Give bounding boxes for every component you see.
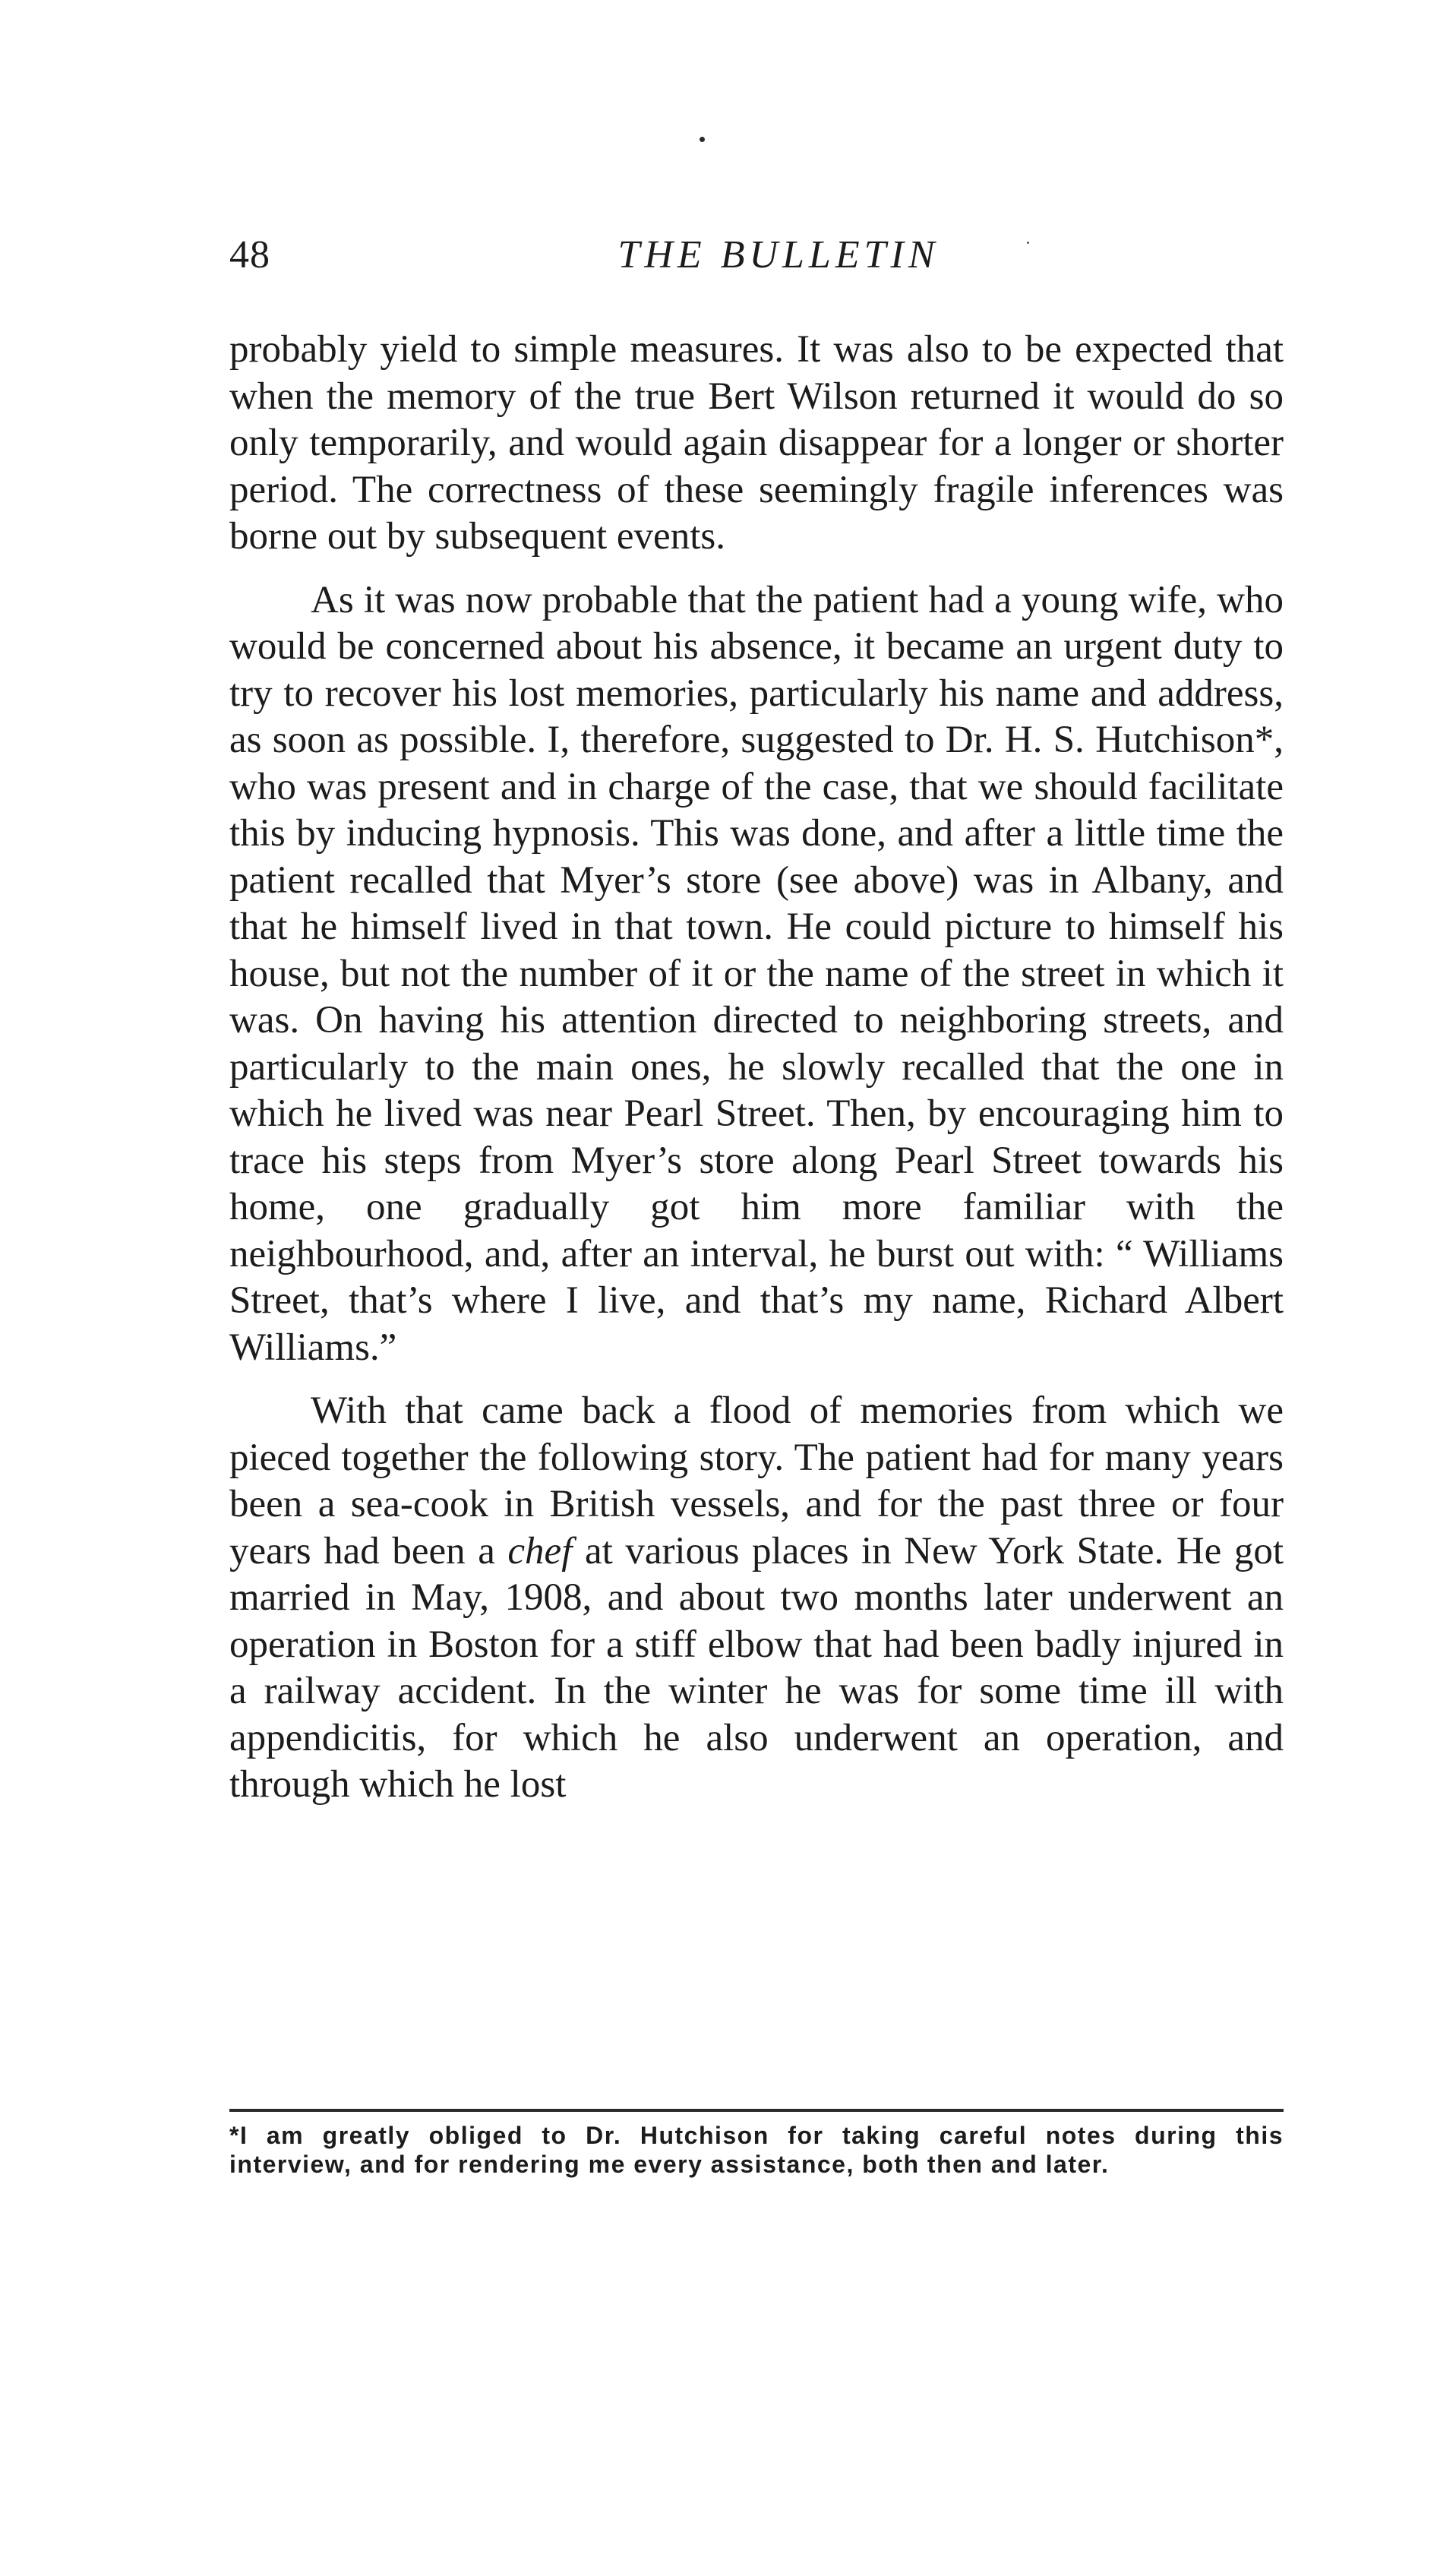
paragraph-3-emphasis: chef xyxy=(507,1529,573,1572)
print-speck xyxy=(700,137,705,142)
running-head xyxy=(229,225,1282,286)
paragraph-3-text: With that came back a flood of memories from which we pieced together the following story. The patient had for many years been a sea-cook in British vessels, and for the past three or four years had been a xyxy=(229,1389,1284,1572)
footnote xyxy=(229,2121,1284,2179)
page-number: 48 xyxy=(229,233,270,277)
paragraph-2: As it was now probable that the patient had a young wife, who would be concerned about his absence, it became an urgent duty to try to recover his lost memories, particularly his name and address, as soon as possible. I, therefore, suggested to Dr. H. S. Hutchison*, who was present and in charge of the case, that we should facilitate this by inducing hypnosis. This was done, and after a little time the patient recalled that Myer’s store (see above) was in Albany, and that he himself lived in that town. He could picture to himself his house, but not the number of it or the name of the street in which it was. On having his attention directed to neighboring streets, and particularly to the main ones, he slowly recalled that the one in which he lived was near Pearl Street. Then, by encouraging him to trace his steps from Myer’s store along Pearl Street towards his home, one gradually got him more familiar with the neighbourhood, and, after an interval, he burst out with: “ Williams Street, that’s where I live, and that’s my name, Richard Albert Williams.” xyxy=(229,578,1284,1369)
paragraph-1: probably yield to simple measures. It was also to be expected that when the memory of the true Bert Wilson returned it would do so only temporarily, and would again disappear for a longer or shorter period. The correctness of these seemingly fragile inferences was borne out by subsequent events. xyxy=(229,328,1284,558)
paragraph-3-text-continued: at various places in New York State. He got married in May, 1908, and about two months later underwent an operation in Boston for a stiff elbow that had been badly injured in a railway accident. In the winter he was for some time ill with appendicitis, for which he also underwent an operation, and through which he lost xyxy=(229,1529,1284,1806)
body-text xyxy=(229,327,1284,1809)
footnote-text: *I am greatly obliged to Dr. Hutchison for taking careful notes during this interview, and for rendering me every assistance, both then and later. xyxy=(229,2122,1284,2178)
journal-title: THE BULLETIN xyxy=(617,233,940,277)
footnote-rule xyxy=(229,2109,1284,2112)
paragraph-3 xyxy=(229,1388,1284,1809)
